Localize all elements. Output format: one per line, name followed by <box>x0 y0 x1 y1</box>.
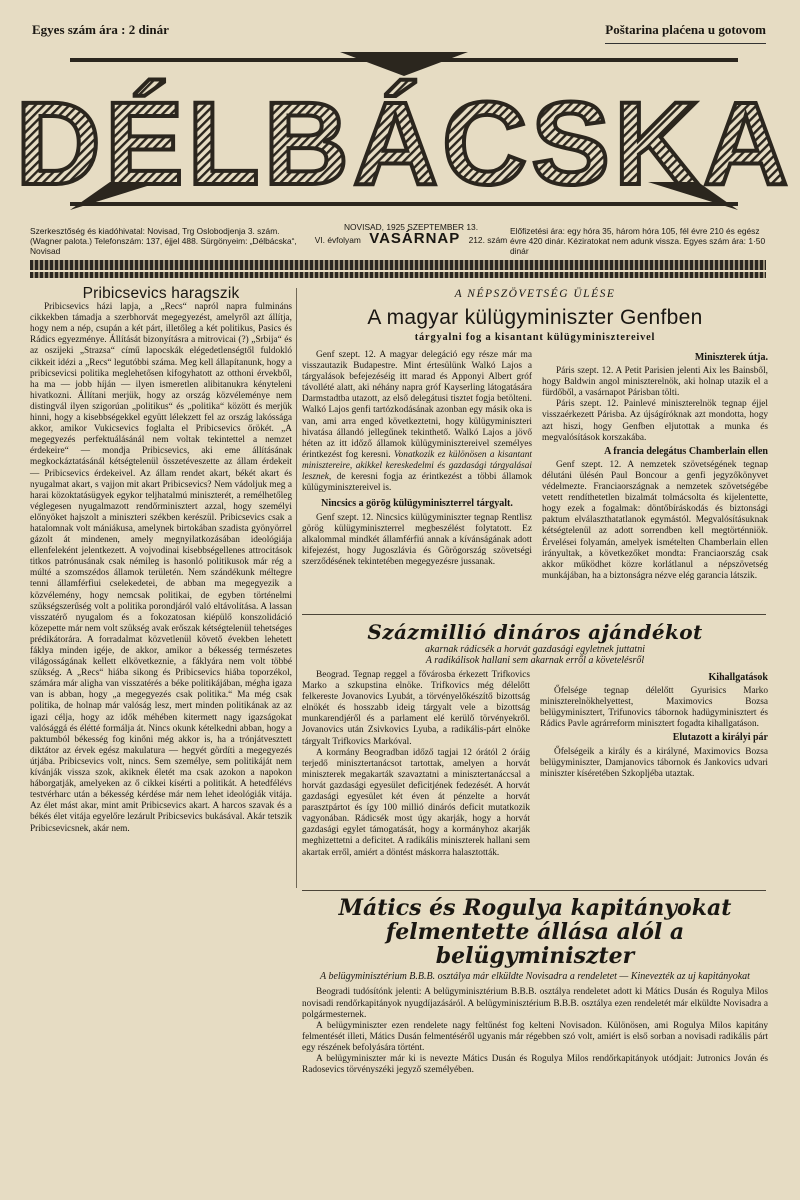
article-subtitle: tárgyalni fog a kisantant külügyminisztereivel <box>414 332 656 343</box>
captains-p3: A belügyminiszter már ki is nevezte Mátics Dusán és Rogulya Milos rendőrkapitányok utódjait: Jutronics Jován és Radosevics törvényszéki jegyző személyében. <box>302 1053 768 1076</box>
captains-headline: Mátics és Rogulya kapitányokat felmentette állása alól a belügyminiszter <box>338 895 732 969</box>
gift-p1: Beograd. Tegnap reggel a fővárosba érkezett Trifkovics Marko a szkupstina elnöke. Trifkovics még délelőtt felkereste Jovanovics Lyubát, a törvényelőkészítő bizottság elnökét és hosszabb ideig tárgyalt vele a bizottság munkarendjéről és a parlament elé kerülő törvényekről. Jovanovics után Zsivkovics Lyuba, a radikális-párt elnöke tárgyalt Trifkovics Markóval. <box>302 670 530 747</box>
article-league <box>302 288 768 581</box>
captains-p2: A belügyminiszter ezen rendelete nagy feltűnést fog kelteni Novisadon. Különösen, ami Rogulya Milos kapitány felmentését illeti, Mátics Dusán felmentéséről ugyanis már régebben szó volt, amiért is első sorban a novisadi radikális párt egy részének befolyására történt. <box>302 1020 768 1053</box>
article-p1-italic: Vonatkozik ez különösen a kisantant minisztereire, akikkel kereskedelmi és gazdasági tárgyalásai lesznek, <box>302 449 532 483</box>
postage-note: Poštarina plaćena u gotovom <box>605 22 766 44</box>
subhead-nincsics: Nincsics a görög külügyminiszterrel tárgyalt. <box>321 498 513 510</box>
gift-p2: A kormány Beogradban időző tagjai 12 órától 2 óráig terjedő minisztertanácsot tartottak, amelyen a horvát miniszterek megakarták szavaztatni a minisztertanáccsal a horvát gazdasági egyesület deficitjének fedezését. A horvát gazdasági egyesület két éven át pénzelte a horvát parasztpártot és így 100 millió dinárós deficit mutatkozik vagyonában. Rádicsék most úgy akarják, hogy a horvát gazdasági egylet támogatását, hogy a kormányhoz akarják meghizettetni a deficitet. A radikális miniszterek hallani sem akartak erről, amiért a döntést máskorra halasztották. <box>302 747 530 858</box>
issue-date: NOVISAD, 1925 SZEPTEMBER 13. <box>343 222 479 232</box>
subhead-royal: Elutazott a királyi pár <box>672 732 768 744</box>
column-editorial <box>30 285 292 1168</box>
gift-p3: Őfelsége tegnap délelőtt Gyurisics Marko miniszterelnökhelyettest, Maximovics Bozsa belügyminisztert, Trifunovics tábornok hadügyminisztert és Rádics Pavle agrárreform minisztert fogadta kihallgatáson. <box>540 686 768 730</box>
issue-number: 212. szám <box>468 235 508 245</box>
masthead-title: DÉLBÁCSKA <box>15 78 793 210</box>
decorative-band <box>30 260 766 270</box>
masthead-logo <box>15 52 793 212</box>
article-headline: A magyar külügyminiszter Genfben <box>367 306 703 329</box>
captains-body <box>302 987 768 1076</box>
gift-sub2: A radikálisok hallani sem akarnak erről a követelésről <box>425 655 645 667</box>
captains-sub: A belügyminisztérium B.B.B. osztálya már elküldte Novisadra a rendeletet — Kinevezték az uj kapitányokat <box>320 971 750 982</box>
rule-1 <box>302 614 766 615</box>
article-gift <box>302 620 768 858</box>
captains-p1: Beogradi tudósítónk jelenti: A belügyminisztérium B.B.B. osztálya rendeletet adott ki Mátics Dusán és Rogulya Milos novisadi rendőrkapitányok nyugdíjazásáról. A belügyminisztérium B.B.B. osztálya ezen rendeletét már elküldte Novisadra a polgármesternek. <box>302 987 768 1020</box>
gift-sub1: akarnak rádicsék a horvát gazdasági egyletnek juttatni <box>425 644 645 655</box>
subhead-ministers: Miniszterek útja. <box>694 352 768 363</box>
editorial-address: Szerkesztőség és kiadóhivatal: Novisad, Trg Oslobodjenja 3. szám. (Wagner palota.) Telefonszám: 137, éjjel 488. Sürgönyeim: „Délbácska“, Novisad <box>30 226 297 256</box>
editorial-body: Pribicsevics házi lapja, a „Recs“ napról napra fulmináns cikkekben támadja a szerbhorvát megegyezést, amelyről azt állítja, hogy nem a nép, csupán a két párt, illetőleg a két politikus, Pasics és Rádics egyezménye. Állítását bizonyításra a mitrovicai (?) „Srbija“ és az oszijeki „Strazsa“ című lapocskák elégedetlenségtől fuldokló cikkeit idézi a „Recs“ legutóbbi száma. Meg kell állapítanunk, hogy a pribicsevicsi politika meglehetősen kifogyhatott az otthoni érvekből, ha ma — jobb híján — ilyen ismeretlen alibitanukra kényteleni hivatkozni. Állítani merjük, hogy az ország közvéleménye nem distingvál ilyen szigorúan „politikus“ és „politika“ között és merjük hinni, hogy a kisebbségekkel együtt lélekzett fel az ország lakóssága akkor, amikor Vukicsevics foglalta el Pribicsevics őrökét. „A megegyezés perfektuálásánál nem voltak tekintettel a nemzet érdekeire“ — mondja Pribicsevics, aki eme állításának megkockáztatásánál kétségtelenül összetéveszette az állam érdekeit — Pribicsevics érdekeivel. Az állam rendet akart, békét akart és nyugalmat akart, s vajjon mit akart Pribicsevics? Nem vádoljuk meg a harai közoktatásügyek egykor teljhatalmú miniszterét, a remélhetőleg véglegesen nyugalmazott rendőrminisztert azzal, hogy személyi előnyöket hajszolt a miniszteri székben kerészül. Pribicsevics csak a hatalomnak volt mániákusa, amelynek birtokában szadista gyönyörrel gázolt át mindenen, amely megnyilatkozásában ideológiája ellenfeleként jelentkezett. A vojvodinai kisebbségellenes attrocitások titkos patrónusának csak némileg is hasonló politikusok már rég a múlté a szomszédos államok területén. Nem szándékunk méltegre tenni államférfiui cselekedetei, de abban ma megegyezik a közvélemény, hogy nemcsak politikai, de egyben történelmi szükségszerűség volt a politika porondjáról való eltávolítása. A lassan visszatérő nyugalom és a fokozatosan kiépülő konszolidáció közepette már nem volt szükség avak erőszak kétségtelenül tehetséges prédikátorára. A forradalmat közvetlenül követő években lehetett fáklya minden igéje, de akkor, amikor a békesség természetes világosságának kellett elkövetkeznie, a fáklyára nem volt többé szükség. A „Recs“ hiába sikong és Pribicsevics hiába toporzékol, számára már aligha van visszatérés a béke politikájában, mégha igaza van is abban, hogy „a megegyezés csak politika.“ Ma még csak politika, de holnap már valóság lesz, mert minden politikának az az igazi célja, hogy az idők méhében kitermett nagy igazságokat valósággá és élétté formálja át. Nincs okunk kételkedni abban, hogy a paktumból békesség fog kinőni még akkor is, ha a trónjátvesztett diktátor az érvek egész makulatura — hegyét gördíti a megegyezés útjába. Pribicsevics volt, nincs. Sem személye, sem politikáját nem kívánják vissza szok, akiknek életét ma csak azokon a napokon háborgatják, amelyeken az ő cikkei kísérti a politikát. A hetedfélévs testvérharc után a békesség kérdése már nem lehet ideológiák vitája. Az élet mást akar, mint amit Pribicsevics akart. A harcos szavak és a békés élet vitája egyelőre lezárult Pribicsevics bukásával. Akár tetszik Pribicsevicsnek, akár nem. <box>30 302 292 834</box>
gift-p4: Őfelségeik a király és a királyné, Maximovics Bozsa belügyminiszter, Damjanovics tábornok és Jankovics udvari miniszter kíséretében Szkopljéba utaztak. <box>540 746 768 779</box>
rule-2 <box>302 890 766 891</box>
subhead-french: A francia delegátus Chamberlain ellen <box>604 445 768 457</box>
subhead-audiences: Kihallgatások <box>708 672 768 683</box>
article-captains <box>302 896 768 1076</box>
article-p1-end: de keresni fogja az érintkezést a többi államok külügyminisztereivel is. <box>302 472 533 494</box>
article-col-right <box>542 350 768 582</box>
issue-info <box>306 222 516 245</box>
subscription-info: Előfizetési ára: egy hóra 35, három hóra 105, fél évre 210 és egész évre 420 dinár. Kéziratokat nem adunk vissza. Egyes szám ára: 1·50 dinár <box>510 226 766 256</box>
article-p2: Genf szept. 12. Nincsics külügyminiszter tegnap Rentlisz görög külügyminiszterrel megbeszélést folytatott. Ez alkalommal mindkét államférfiú annak a kívánságának adott kifejezést, hogy Jugoszlávia és Görögország szövetségi szerződésének tekintetében megegyezésre jussanak. <box>302 512 532 568</box>
column-rule <box>296 288 297 888</box>
gift-headline: Százmillió dináros ajándékot <box>367 620 703 644</box>
article-col-left <box>302 350 532 568</box>
decorative-band-thin <box>30 272 766 278</box>
article-p1: Genf szept. 12. A magyar delegáció egy része már ma visszautazik Budapestre. Mint értesülünk Walkó Lajos a tárgyalások befejezéséig itt marad és Apponyi Albert gróf távollété alatt, aki néhány napra gróf Kayserling látogatására Darmstadtba utazott, az első delegátusi tisztet fogja betölteni. Walkó Lajos genfi tartózkodásának azonban egy másik oka is van, ami arra enged következtetni, hogy külügyminiszteri hivatása állandó jellegűnek tekinthető. Walkó Lajos a jövő héten az itt időző államok külügyminisztereivel személyes érintkezést fog keresni. <box>302 350 532 460</box>
top-line <box>32 22 766 44</box>
gift-col-right <box>540 670 768 780</box>
price-note: Egyes szám ára : 2 dinár <box>32 22 169 37</box>
editorial-title: Pribicsevics haragszik <box>82 285 240 302</box>
gift-col-left <box>302 670 530 859</box>
article-p5: Genf szept. 12. A nemzetek szövetségének tegnap délutáni ülésén Paul Boncour a genfi jegyzőkönyvet védelmezte. Franciaországnak a nemzetek szövetségébe vetett rendíthetetlen bizalmát tolmácsolta és kijelentette, hogy ezek a fogalmak: döntőbíráskodás és biztonsági paktum elválaszthatatlanok egymástól. Megvalósításuknak kétségtelenül az adott sorrendben kell megtörténniök. Érvelései folyamán, amelyek ismételten Chamberlain ellen irányultak, a következőket mondta: Franciaország csak akkor működhet közre korlátlanul a népszövetség munkájában, ha a biztonságra nézve elég garancia látszik. <box>542 459 768 581</box>
issue-day: VASÁRNAP <box>369 230 461 247</box>
masthead <box>15 52 793 212</box>
article-p3: Páris szept. 12. A Petit Parisien jelenti Aix les Bainsből, hogy Baldwin angol miniszterelnök, aki holnap utazik el a fürdőből, a vasárnapot Párisban tölti. <box>542 366 768 399</box>
article-kicker: A NÉPSZÖVETSÉG ÜLÉSE <box>454 288 616 300</box>
article-p4: Páris szept. 12. Painlevé miniszterelnök tegnap éjjel visszaérkezett Párisba. Az újságíróknak azt mondotta, hogy azt hiszi, hogy Genfben eljutottak a munka és megvalósítások korszakába. <box>542 399 768 443</box>
issue-year: VI. évfolyam <box>314 235 361 245</box>
